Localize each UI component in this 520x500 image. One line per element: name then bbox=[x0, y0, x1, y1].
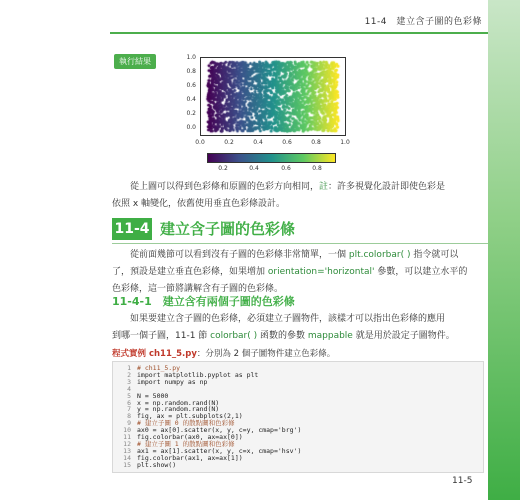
line-number: 4 bbox=[127, 384, 131, 393]
code-line bbox=[119, 462, 483, 469]
scatter-canvas bbox=[200, 57, 346, 136]
section-rule bbox=[112, 243, 488, 244]
code-line bbox=[119, 379, 483, 386]
code-text: # 建立子圖 0 的散點圖和色彩條 bbox=[137, 419, 235, 428]
inline-code: mappable bbox=[307, 331, 353, 341]
x-tick: 0.2 bbox=[224, 139, 234, 146]
line-number: 3 bbox=[127, 377, 131, 386]
colorbar bbox=[207, 153, 336, 163]
code-text: fig, ax = plt.subplots(2,1) bbox=[137, 412, 243, 421]
code-text: N = 5000 bbox=[137, 391, 169, 400]
inline-code: plt.colorbar( ) bbox=[348, 250, 411, 260]
line-number: 15 bbox=[123, 460, 131, 469]
text: 如果要建立含子圖的色彩條，必須建立子圖物件，該樣才可以指出色彩條的應用 bbox=[130, 314, 446, 324]
x-axis-ticks bbox=[190, 139, 360, 149]
subsection-title: 11-4-1 建立含有兩個子圖的色彩條 bbox=[112, 295, 295, 308]
line-number: 8 bbox=[127, 412, 131, 421]
running-header: 11-4 建立含子圖的色彩條 bbox=[364, 17, 482, 27]
page-side-band bbox=[488, 0, 520, 500]
section-number: 11-4 bbox=[112, 218, 152, 240]
code-listing bbox=[112, 361, 484, 473]
code-text: import numpy as np bbox=[137, 377, 208, 386]
x-tick: 1.0 bbox=[340, 139, 350, 146]
line-number: 2 bbox=[127, 370, 131, 379]
line-number: 10 bbox=[123, 426, 131, 435]
text: 就是用於設定子圖物件。 bbox=[352, 331, 455, 341]
text: 到哪一個子圖，11-1 節 bbox=[112, 331, 211, 341]
line-number: 5 bbox=[127, 391, 131, 400]
colorbar-tick: 0.2 bbox=[218, 165, 228, 172]
y-tick: 1.0 bbox=[186, 54, 196, 61]
code-line bbox=[119, 386, 483, 393]
line-number: 12 bbox=[123, 439, 131, 448]
text: 指令就可以 bbox=[410, 250, 459, 260]
x-tick: 0.6 bbox=[282, 139, 292, 146]
result-tag: 執行結果 bbox=[114, 54, 156, 69]
section-title: 建立含子圖的色彩條 bbox=[160, 220, 296, 238]
colorbar-tick: 0.4 bbox=[249, 165, 259, 172]
code-text: fig.colorbar(ax0, ax=ax[0]) bbox=[137, 433, 243, 442]
code-text: import matplotlib.pyplot as plt bbox=[137, 370, 259, 379]
line-number: 14 bbox=[123, 453, 131, 462]
y-tick: 0.2 bbox=[186, 110, 196, 117]
text: 依照 x 軸變化，依舊使用垂直色彩條設計。 bbox=[112, 199, 286, 209]
inline-code: colorbar( ) bbox=[210, 331, 258, 341]
paragraph-intro bbox=[112, 247, 482, 298]
header-rule bbox=[110, 32, 488, 34]
x-tick: 0.0 bbox=[195, 139, 205, 146]
line-number: 13 bbox=[123, 446, 131, 455]
paragraph-body bbox=[112, 311, 482, 345]
x-tick: 0.4 bbox=[253, 139, 263, 146]
program-description: ：分別為 2 個子圖物件建立色彩條。 bbox=[196, 349, 336, 359]
scatter-plot bbox=[200, 57, 346, 136]
text: 色彩條，這一節將講解含有子圖的色彩條。 bbox=[112, 284, 284, 294]
y-tick: 0.4 bbox=[186, 96, 196, 103]
code-text: x = np.random.rand(N) bbox=[137, 398, 220, 407]
paragraph-note bbox=[112, 179, 482, 213]
text: ：許多視覺化設計即使色彩是 bbox=[328, 182, 446, 192]
text: 參數，可以建立水平的 bbox=[374, 267, 468, 277]
y-tick: 0.8 bbox=[186, 68, 196, 75]
colorbar-tick: 0.8 bbox=[312, 165, 322, 172]
code-text: ax1 = ax[1].scatter(x, y, c=x, cmap='hsv') bbox=[137, 446, 302, 455]
code-text: y = np.random.rand(N) bbox=[137, 405, 220, 414]
line-number: 7 bbox=[127, 405, 131, 414]
colorbar-tick: 0.6 bbox=[281, 165, 291, 172]
text: 函數的參數 bbox=[257, 331, 308, 341]
program-caption bbox=[112, 347, 335, 359]
code-text: # 建立子圖 1 的散點圖和色彩條 bbox=[137, 439, 235, 448]
y-axis-ticks bbox=[180, 54, 200, 144]
note-marker: 註 bbox=[319, 182, 329, 192]
program-label: 程式實例 ch11_5.py bbox=[112, 349, 197, 359]
y-tick: 0.6 bbox=[186, 82, 196, 89]
text: 從前面幾節可以看到沒有子圖的色彩條非常簡單，一個 bbox=[130, 250, 349, 260]
inline-code: orientation='horizontal' bbox=[267, 267, 375, 277]
code-text: fig.colorbar(ax1, ax=ax[1]) bbox=[137, 453, 243, 462]
x-tick: 0.8 bbox=[311, 139, 321, 146]
text: 了，預設是建立垂直色彩條，如果增加 bbox=[112, 267, 268, 277]
code-text: plt.show() bbox=[137, 460, 177, 469]
code-text: # ch11_5.py bbox=[137, 364, 181, 372]
line-number: 11 bbox=[123, 433, 131, 442]
line-number: 9 bbox=[127, 419, 131, 428]
text: 從上圖可以得到色彩條和原圖的色彩方向相同， bbox=[130, 182, 320, 192]
page-number: 11-5 bbox=[452, 476, 473, 486]
y-tick: 0.0 bbox=[186, 124, 196, 131]
code-text: ax0 = ax[0].scatter(x, y, c=y, cmap='brg') bbox=[137, 426, 302, 435]
line-number: 6 bbox=[127, 398, 131, 407]
line-number: 1 bbox=[127, 364, 131, 372]
